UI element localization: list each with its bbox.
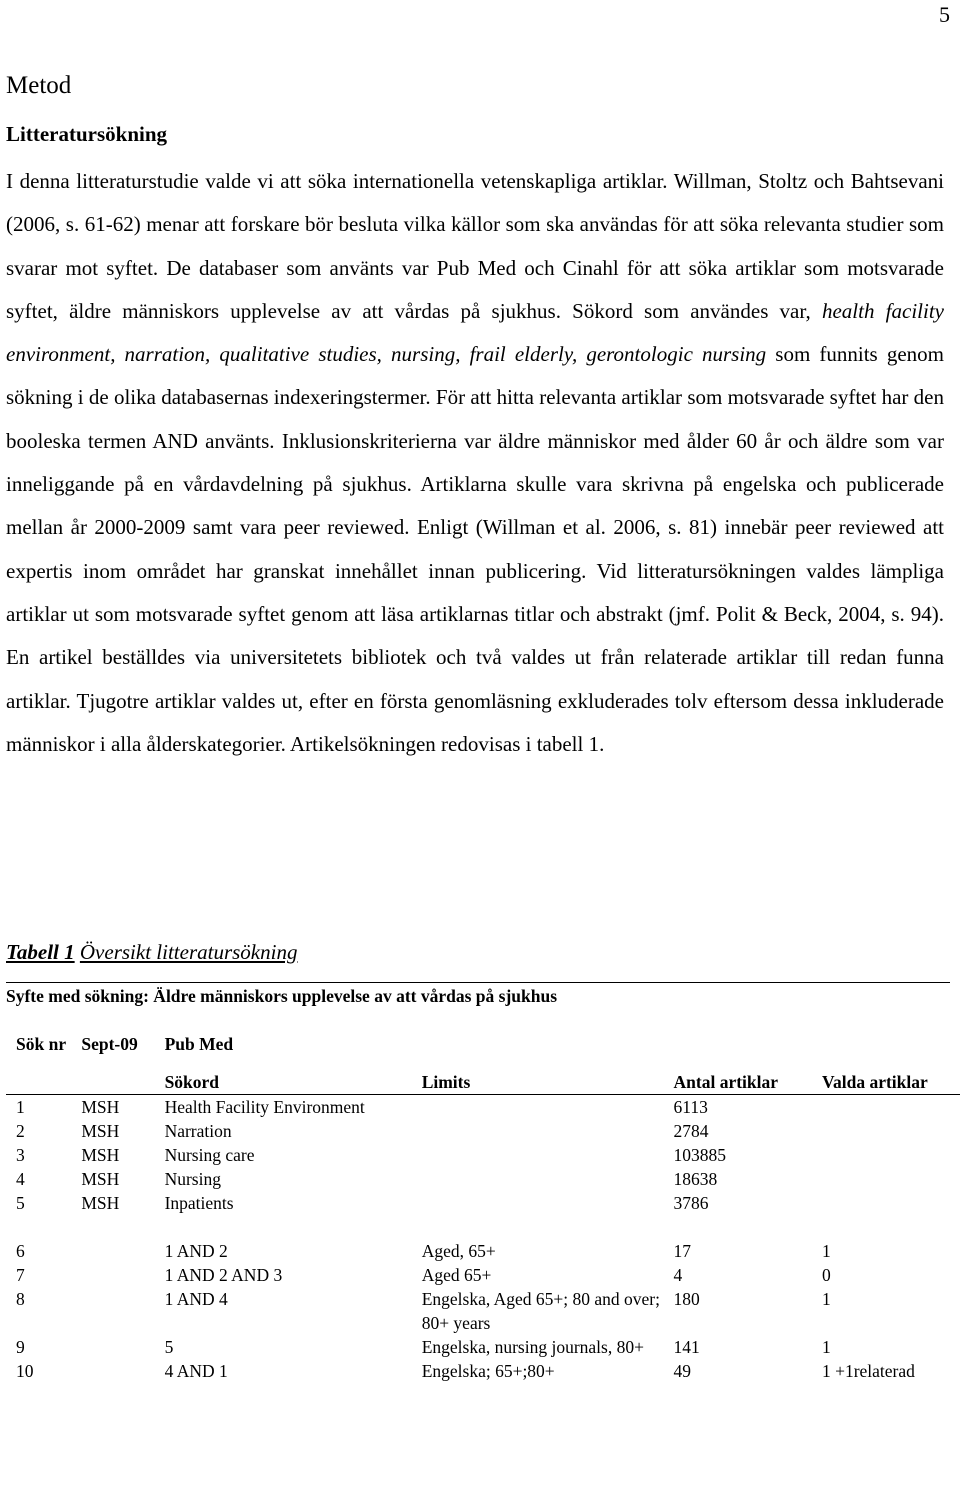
table-caption-title: Översikt litteratursökning <box>79 940 298 964</box>
cell-valda: 0 <box>821 1265 831 1285</box>
table-row <box>6 1287 960 1335</box>
cell-valda <box>822 1095 960 1120</box>
cell-nr: 10 <box>16 1361 34 1381</box>
cell-sokord: 1 AND 2 AND 3 <box>164 1265 283 1285</box>
header-sok-nr: Sök nr <box>16 1034 67 1054</box>
cell-limits <box>422 1119 674 1143</box>
subsection-heading: Litteratursökning <box>6 122 168 146</box>
header-limits: Limits <box>421 1072 471 1092</box>
cell-valda: 1 +1relaterad <box>821 1361 915 1381</box>
cell-valda <box>822 1167 960 1191</box>
header-sept: Sept-09 <box>81 1034 138 1054</box>
cell-sept: MSH <box>81 1097 120 1117</box>
search-keywords: health facility environment, narration, qualitative studies, nursing, frail elderly, gerontologic nursing <box>6 298 944 367</box>
header-database: Pub Med <box>164 1034 234 1054</box>
cell-nr: 5 <box>16 1193 25 1213</box>
cell-antal: 18638 <box>673 1169 718 1189</box>
table-row <box>6 1143 960 1167</box>
cell-sokord: 4 AND 1 <box>164 1361 228 1381</box>
cell-antal: 6113 <box>673 1097 708 1117</box>
cell-valda: 1 <box>821 1289 831 1309</box>
cell-sokord: Inpatients <box>164 1193 234 1213</box>
cell-limits: Engelska, Aged 65+; 80 and over; 80+ years <box>421 1289 660 1333</box>
cell-limits <box>422 1191 674 1215</box>
cell-nr: 3 <box>16 1145 25 1165</box>
table-row <box>6 1359 960 1383</box>
cell-sokord: Nursing <box>164 1169 221 1189</box>
cell-limits: Aged 65+ <box>421 1265 492 1285</box>
cell-nr: 7 <box>16 1265 25 1285</box>
table-spacer-row <box>6 1215 960 1239</box>
cell-nr: 6 <box>16 1241 25 1261</box>
cell-antal: 141 <box>673 1337 700 1357</box>
cell-sokord: 1 AND 2 <box>164 1241 228 1261</box>
cell-valda <box>822 1143 960 1167</box>
cell-valda <box>822 1119 960 1143</box>
cell-nr: 9 <box>16 1337 25 1357</box>
cell-sept: MSH <box>81 1145 120 1165</box>
table-row <box>6 1239 960 1263</box>
cell-sept <box>81 1359 164 1383</box>
cell-antal: 49 <box>673 1361 692 1381</box>
paragraph-part-2: som funnits genom sökning i de olika databasernas indexeringstermer. För att hitta relevanta artiklar som motsvarade syftet har den booleska termen AND använts. Inklusionskriterierna var äldre människor med ålder 60 år och äldre som var inneliggande på en vårdavdelning på sjukhus. Artiklarna skulle vara skrivna på engelska och publicerade mellan år 2000-2009 samt vara peer reviewed. Enligt (Willman et al. 2006, s. 81) innebär peer reviewed att expertis inom området har granskat innehållet innan publicering. Vid litteratursökningen valdes lämpliga artiklar ut som motsvarade syftet genom att läsa artiklarnas titlar och abstrakt (jmf. Polit & Beck, 2004, s. 94). En artikel beställdes via universitetets bibliotek och två valdes ut från relaterade artiklar till redan funna artiklar. Tjugotre artiklar valdes ut, efter en första genomläsning exkluderades tolv eftersom dessa inkluderade människor i alla ålderskategorier. Artikelsökningen redovisas i tabell 1. <box>6 342 944 756</box>
search-purpose: Syfte med sökning: Äldre människors upplevelse av att vårdas på sjukhus <box>6 986 558 1006</box>
cell-sept <box>81 1287 164 1335</box>
header-valda: Valda artiklar <box>821 1072 928 1092</box>
cell-limits <box>422 1143 674 1167</box>
cell-nr: 8 <box>16 1289 25 1309</box>
cell-antal: 17 <box>673 1241 692 1261</box>
cell-sept: MSH <box>81 1169 120 1189</box>
cell-valda: 1 <box>821 1241 831 1261</box>
header-antal: Antal artiklar <box>673 1072 779 1092</box>
table-row <box>6 1335 960 1359</box>
cell-antal: 180 <box>673 1289 700 1309</box>
table-row <box>6 1167 960 1191</box>
cell-nr: 2 <box>16 1121 25 1141</box>
cell-antal: 2784 <box>673 1121 709 1141</box>
table-column-header-row <box>6 1056 960 1095</box>
table-row <box>6 1119 960 1143</box>
page-number: 5 <box>939 2 950 27</box>
section-heading: Metod <box>6 72 72 99</box>
table-header-row <box>6 1032 960 1056</box>
header-sokord: Sökord <box>164 1072 220 1092</box>
table-caption <box>6 940 297 965</box>
cell-sokord: Narration <box>164 1121 232 1141</box>
cell-antal: 103885 <box>673 1145 727 1165</box>
table-caption-label: Tabell 1 <box>6 940 75 964</box>
table-top-rule <box>6 982 950 983</box>
cell-sokord: 1 AND 4 <box>164 1289 228 1309</box>
cell-limits: Aged, 65+ <box>421 1241 496 1261</box>
cell-antal: 4 <box>673 1265 683 1285</box>
cell-sokord: 5 <box>164 1337 174 1357</box>
table-row <box>6 1263 960 1287</box>
cell-valda <box>822 1191 960 1215</box>
cell-nr: 4 <box>16 1169 25 1189</box>
cell-sept <box>81 1335 164 1359</box>
table-row <box>6 1191 960 1215</box>
cell-nr: 1 <box>16 1097 25 1117</box>
cell-sept: MSH <box>81 1193 120 1213</box>
cell-limits: Engelska; 65+;80+ <box>421 1361 555 1381</box>
cell-sept <box>81 1263 164 1287</box>
table-row <box>6 1095 960 1120</box>
cell-sept: MSH <box>81 1121 120 1141</box>
cell-limits <box>422 1167 674 1191</box>
search-overview-table <box>6 1032 960 1383</box>
cell-valda: 1 <box>821 1337 831 1357</box>
cell-limits: Engelska, nursing journals, 80+ <box>421 1337 644 1357</box>
body-paragraph <box>6 160 944 766</box>
cell-antal: 3786 <box>673 1193 709 1213</box>
cell-sept <box>81 1239 164 1263</box>
paragraph-part-1: I denna litteraturstudie valde vi att söka internationella vetenskapliga artiklar. Willman, Stoltz och Bahtsevani (2006, s. 61-62) menar att forskare bör besluta vilka källor som ska användas för att söka relevanta studier som svarar mot syftet. De databaser som använts var Pub Med och Cinahl för att söka artiklar som motsvarade syftet, äldre människors upplevelse av att vårdas på sjukhus. Sökord som användes var, <box>6 169 944 323</box>
cell-limits <box>422 1095 674 1120</box>
cell-sokord: Nursing care <box>164 1145 255 1165</box>
cell-sokord: Health Facility Environment <box>164 1097 365 1117</box>
